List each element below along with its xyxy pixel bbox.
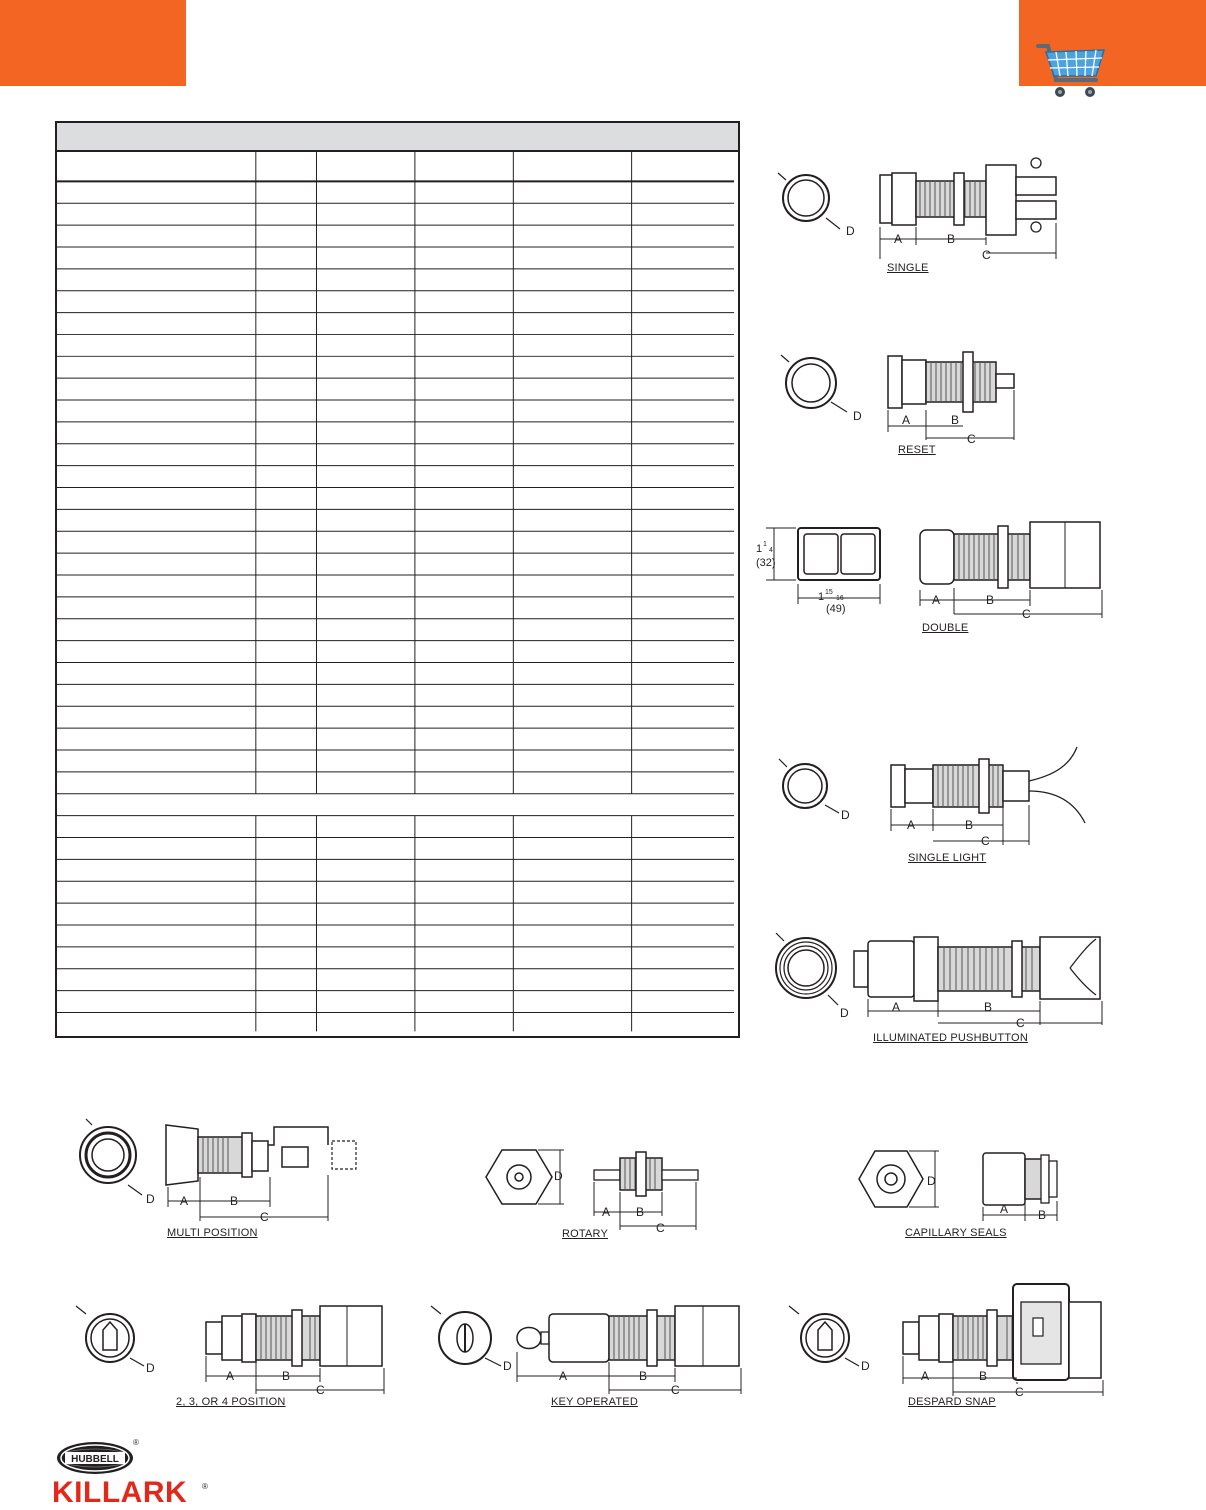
dim-a-label: A — [1000, 1202, 1009, 1216]
single-light-caption: SINGLE LIGHT — [908, 852, 987, 864]
dim-a-label: A — [559, 1369, 568, 1383]
dim-b-label: B — [965, 818, 974, 832]
dim-a-label: A — [602, 1205, 611, 1219]
header-accent-left — [0, 0, 186, 86]
position-234-caption: 2, 3, OR 4 POSITION — [176, 1396, 286, 1408]
dim-c-label: C — [1022, 607, 1031, 621]
dim-d-label: D — [927, 1174, 936, 1188]
dim-a-label: A — [226, 1369, 235, 1383]
width-den-label: 16 — [836, 595, 844, 602]
reset-caption: RESET — [898, 444, 936, 456]
capillary-seals-caption: CAPILLARY SEALS — [905, 1227, 1007, 1239]
dim-d-label: D — [846, 224, 855, 238]
double-diagram — [752, 518, 1112, 630]
width-num-label: 15 — [825, 589, 833, 596]
height-mm-label: (32) — [756, 557, 776, 569]
despard-snap-caption: DESPARD SNAP — [908, 1396, 996, 1408]
rotary-diagram — [480, 1140, 710, 1235]
hubbell-wordmark: HUBBELL — [71, 1454, 119, 1465]
dim-d-label: D — [146, 1192, 155, 1206]
dim-c-label: C — [656, 1221, 665, 1235]
dim-b-label: B — [979, 1369, 988, 1383]
dim-c-label: C — [1015, 1385, 1024, 1399]
dim-b-label: B — [1038, 1208, 1047, 1222]
dim-c-label: C — [967, 432, 976, 446]
height-den-label: 4 — [769, 547, 773, 554]
spec-table — [55, 121, 740, 1038]
width-mm-label: (49) — [826, 603, 846, 615]
table-grid — [57, 123, 738, 1036]
hubbell-logo — [55, 1440, 135, 1476]
hubbell-registered-mark: ® — [133, 1438, 139, 1447]
dim-b-label: B — [984, 1000, 993, 1014]
single-light-diagram — [775, 745, 1095, 855]
dim-b-label: B — [986, 593, 995, 607]
dim-d-label: D — [840, 1006, 849, 1020]
dim-b-label: B — [951, 413, 960, 427]
dim-b-label: B — [947, 232, 956, 246]
dim-d-label: D — [841, 808, 850, 822]
dim-c-label: C — [260, 1210, 269, 1224]
dim-c-label: C — [982, 248, 991, 262]
shopping-cart-icon[interactable] — [1036, 42, 1108, 100]
dim-c-label: C — [1016, 1016, 1025, 1030]
dim-b-label: B — [230, 1194, 239, 1208]
despard-snap-diagram — [785, 1280, 1105, 1405]
rotary-caption: ROTARY — [562, 1228, 609, 1240]
dim-b-label: B — [282, 1369, 291, 1383]
dim-d-label: D — [554, 1169, 563, 1183]
dim-d-label: D — [861, 1359, 870, 1373]
height-label: 1 — [756, 543, 763, 555]
dim-a-label: A — [907, 818, 916, 832]
double-caption: DOUBLE — [922, 622, 969, 634]
killark-wordmark: KILLARK — [52, 1476, 188, 1509]
position-234-diagram — [70, 1300, 390, 1405]
dim-d-label: D — [853, 409, 862, 423]
dim-a-label: A — [902, 413, 911, 427]
multi-position-diagram — [70, 1115, 370, 1227]
dim-b-label: B — [639, 1369, 648, 1383]
height-num-label: 1 — [763, 541, 767, 548]
multi-position-caption: MULTI POSITION — [167, 1227, 258, 1239]
reset-diagram — [775, 340, 1035, 450]
capillary-seals-diagram — [855, 1145, 1075, 1225]
dim-a-label: A — [932, 593, 941, 607]
dim-d-label: D — [146, 1361, 155, 1375]
dim-d-label: D — [503, 1359, 512, 1373]
dim-b-label: B — [636, 1205, 645, 1219]
dim-a-label: A — [894, 232, 903, 246]
illuminated-pushbutton-caption: ILLUMINATED PUSHBUTTON — [873, 1032, 1028, 1044]
dim-a-label: A — [892, 1000, 901, 1014]
key-operated-diagram — [425, 1300, 755, 1405]
killark-registered-mark: ® — [202, 1482, 208, 1491]
single-caption: SINGLE — [887, 262, 929, 274]
dim-c-label: C — [981, 834, 990, 848]
illuminated-pushbutton-diagram — [770, 925, 1110, 1035]
width-label: 1 — [818, 591, 825, 603]
key-operated-caption: KEY OPERATED — [551, 1396, 638, 1408]
dim-c-label: C — [316, 1383, 325, 1397]
dim-a-label: A — [921, 1369, 930, 1383]
dim-c-label: C — [671, 1383, 680, 1397]
dim-a-label: A — [180, 1194, 189, 1208]
